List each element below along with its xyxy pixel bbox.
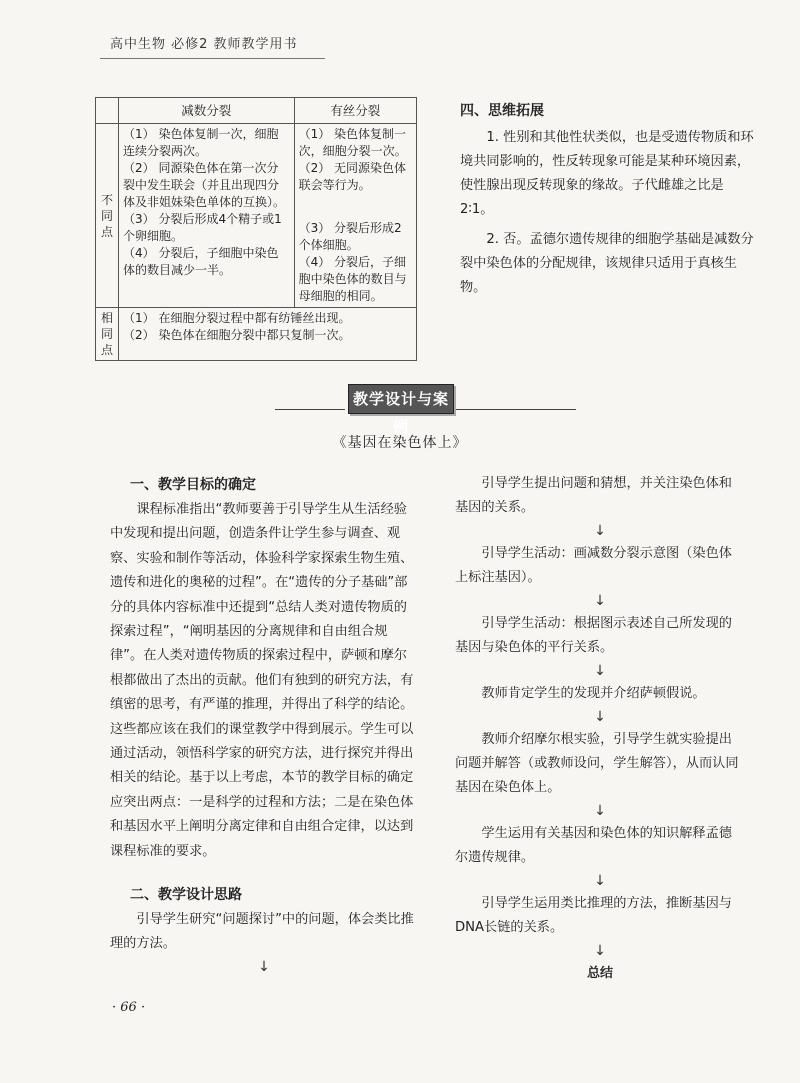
col-header-meiosis: 减数分裂: [119, 98, 295, 124]
down-arrow-icon: ↓: [594, 709, 606, 725]
mitosis-item: （1） 染色体复制一次，细胞分裂一次。: [298, 127, 407, 158]
down-arrow-icon: ↓: [258, 959, 270, 975]
down-arrow-icon: ↓: [594, 663, 606, 679]
flow-step: 引导学生运用类比推理的方法，推断基因与DNA长链的关系。: [455, 896, 732, 935]
design-title: 二、教学设计思路: [130, 887, 242, 903]
row-label-similarities: 相同点: [96, 308, 119, 361]
banner-line-right: [456, 409, 576, 410]
col-header-mitosis: 有丝分裂: [294, 98, 416, 124]
page-number: · 66 ·: [112, 1000, 146, 1015]
down-arrow-icon: ↓: [594, 943, 606, 959]
goals-paragraph: 课程标准指出“教师要善于引导学生从生活经验中发现和提出问题，创造条件让学生参与调查、观察、实验和制作等活动，体验科学家探索生物生殖、遗传和进化的奥秘的过程”。在“遗传的分子基础”部分的具体内容标准中还提到“总结人类对遗传物质的探索过程”，“阐明基因的分离规律和自由组合规律”。在人类对遗传物质的探索过程中，萨顿和摩尔根都做出了杰出的贡献。他们有独到的研究方法，有缜密的思考，有严谨的推理，并得出了科学的结论。这些都应该在我们的课堂教学中得到展示。学生可以通过活动，领悟科学家的研究方法，进行探究并得出相关的结论。基于以上考虑，本节的教学目标的确定应突出两点：一是科学的过程和方法；二是在染色体和基因水平上阐明分离定律和自由组合定律，以达到课程标准的要求。: [110, 502, 414, 859]
thinking-section: [460, 100, 755, 300]
down-arrow-icon: ↓: [594, 803, 606, 819]
mitosis-item: （3） 分裂后形成2个体细胞。: [298, 221, 402, 252]
meiosis-cell: [119, 124, 295, 308]
banner-line-left: [275, 409, 345, 410]
flow-step: 学生运用有关基因和染色体的知识解释孟德尔遗传规律。: [455, 826, 732, 865]
meiosis-item: （4） 分裂后，子细胞中染色体的数目减少一半。: [123, 246, 279, 277]
flow-summary: 总结: [586, 966, 613, 981]
meiosis-item: （1） 染色体复制一次，细胞连续分裂两次。: [123, 127, 279, 158]
table-header-row: [96, 98, 417, 124]
flow-step: 引导学生活动：画减数分裂示意图（染色体上标注基因）。: [455, 546, 732, 585]
table-corner-cell: [96, 98, 119, 124]
flow-step: 引导学生提出问题和猜想，并关注染色体和基因的关系。: [455, 476, 732, 515]
flow-step: 教师肯定学生的发现并介绍萨顿假说。: [481, 686, 706, 701]
thinking-title: 四、思维拓展: [460, 103, 544, 119]
section-banner: 教学设计与案例: [348, 384, 454, 414]
mitosis-item: （2） 无同源染色体联会等行为。: [298, 161, 407, 192]
goals-title: 一、教学目标的确定: [130, 477, 256, 493]
lesson-title: 《基因在染色体上》: [332, 435, 468, 451]
flow-step: 引导学生活动：根据图示表述自己所发现的基因与染色体的平行关系。: [455, 616, 732, 655]
similarity-item: （1） 在细胞分裂过程中都有纺锤丝出现。: [123, 311, 351, 325]
mitosis-cell: [294, 124, 416, 308]
teaching-flow: [455, 472, 745, 981]
down-arrow-icon: ↓: [594, 523, 606, 539]
teaching-goals-section: [110, 474, 418, 864]
meiosis-item: （3） 分裂后形成4个精子或1个卵细胞。: [123, 212, 282, 243]
similarities-cell: [119, 308, 417, 361]
thinking-paragraph-2: 2. 否。孟德尔遗传规律的细胞学基础是减数分裂中染色体的分配规律，该规律只适用于真核生物。: [460, 232, 754, 295]
down-arrow-icon: ↓: [594, 593, 606, 609]
mitosis-item: （4） 分裂后，子细胞中染色体的数目与母细胞的相同。: [298, 255, 407, 303]
comparison-table: [95, 97, 417, 361]
running-header: 高中生物 必修2 教师教学用书: [110, 37, 298, 52]
thinking-paragraph-1: 1. 性别和其他性状类似，也是受遗传物质和环境共同影响的，性反转现象可能是某种环境因素，使性腺出现反转现象的缘故。子代雌雄之比是2∶1。: [460, 130, 754, 217]
design-ideas-section: [110, 884, 418, 978]
meiosis-item: （2） 同源染色体在第一次分裂中发生联会（并且出现四分体及非姐妹染色单体的互换）。: [123, 161, 286, 209]
down-arrow-icon: ↓: [594, 873, 606, 889]
header-rule: [100, 58, 325, 59]
table-row-differences: [96, 124, 417, 308]
similarity-item: （2） 染色体在细胞分裂中都只复制一次。: [123, 328, 351, 342]
flow-step: 教师介绍摩尔根实验，引导学生就实验提出问题并解答（或教师设问，学生解答），从而认同基因在染色体上。: [455, 732, 739, 795]
table-row-similarities: [96, 308, 417, 361]
row-label-differences: 不同点: [96, 124, 119, 308]
design-paragraph: 引导学生研究“问题探讨”中的问题，体会类比推理的方法。: [110, 912, 414, 951]
